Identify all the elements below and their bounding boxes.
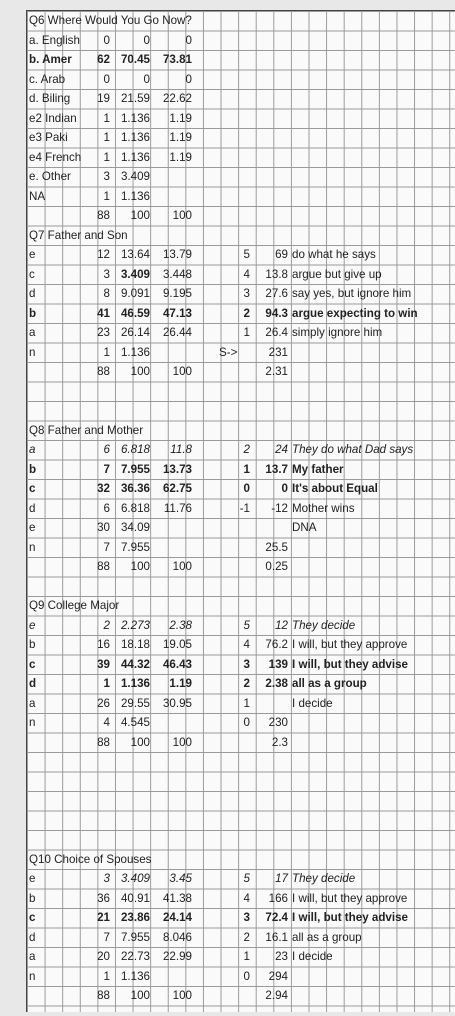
table-row xyxy=(27,674,455,694)
percent-cell: 3.409 xyxy=(120,170,150,183)
score-cell: 1 xyxy=(243,950,250,963)
weighted-cell: 231 xyxy=(268,345,288,359)
weighted-cell: 12 xyxy=(275,618,288,632)
count-cell: 26 xyxy=(97,696,110,710)
table-row xyxy=(27,187,455,207)
table-row xyxy=(27,460,455,480)
row-label: d. Biling xyxy=(29,92,71,105)
score-cell: 0 xyxy=(243,969,250,983)
count-cell: 21 xyxy=(97,911,110,924)
description-cell: I will, but they approve xyxy=(292,638,408,651)
valid-percent-cell: 26.44 xyxy=(162,326,192,339)
count-cell: 36 xyxy=(97,891,110,905)
table-row xyxy=(27,323,455,343)
table-row xyxy=(27,967,455,987)
row-label: b xyxy=(29,638,36,651)
description-cell: argue but give up xyxy=(292,267,382,281)
weighted-cell: 2.31 xyxy=(265,365,288,378)
count-cell: 88 xyxy=(97,209,110,222)
valid-percent-cell: 19.05 xyxy=(162,638,192,651)
weighted-cell: 26.4 xyxy=(265,326,288,339)
count-cell: 16 xyxy=(97,638,110,651)
row-label: d xyxy=(29,930,36,944)
weighted-cell: 25.5 xyxy=(265,540,288,554)
weighted-cell: -12 xyxy=(271,501,288,515)
table-row xyxy=(27,284,455,304)
percent-cell: 13.64 xyxy=(120,248,150,261)
table-row xyxy=(27,440,455,460)
row-label: n xyxy=(29,716,36,729)
valid-percent-cell: 24.14 xyxy=(162,911,192,924)
score-cell: 4 xyxy=(243,267,250,281)
weighted-cell: 13.7 xyxy=(265,462,288,476)
table-row xyxy=(27,265,455,285)
table-row xyxy=(27,109,455,129)
valid-percent-cell: 0 xyxy=(185,33,192,47)
percent-cell: 100 xyxy=(130,209,150,222)
table-row xyxy=(27,304,455,324)
valid-percent-cell: 9.195 xyxy=(162,287,192,300)
count-cell: 88 xyxy=(97,365,110,378)
row-label: a xyxy=(29,696,36,710)
percent-cell: 29.55 xyxy=(120,696,150,710)
row-label: d xyxy=(29,501,36,515)
row-label: c xyxy=(29,482,36,495)
count-cell: 1 xyxy=(103,677,110,690)
percent-cell: 7.955 xyxy=(120,930,150,944)
score-cell: 2 xyxy=(243,930,250,944)
table-row xyxy=(27,167,455,187)
percent-cell: 7.955 xyxy=(120,462,150,476)
valid-percent-cell: 100 xyxy=(172,209,192,222)
percent-cell: 0 xyxy=(143,72,150,86)
weighted-cell: 94.3 xyxy=(265,306,288,320)
row-label: c. Arab xyxy=(29,72,66,86)
valid-percent-cell: 47.13 xyxy=(162,306,192,320)
description-cell: I will, but they advise xyxy=(292,911,408,924)
table-row xyxy=(27,694,455,714)
row-label: b xyxy=(29,306,37,320)
row-label: NA xyxy=(29,189,46,203)
valid-percent-cell: 13.73 xyxy=(162,462,192,476)
percent-cell: 4.545 xyxy=(120,716,150,729)
section-title xyxy=(27,226,455,246)
description-cell: simply ignore him xyxy=(292,326,383,339)
valid-percent-cell: 1.19 xyxy=(169,677,192,690)
valid-percent-cell: 22.99 xyxy=(162,950,192,963)
valid-percent-cell: 100 xyxy=(172,560,192,573)
score-cell: 2 xyxy=(243,306,250,320)
valid-percent-cell: 100 xyxy=(172,735,192,749)
weighted-cell: 24 xyxy=(275,443,288,456)
percent-cell: 1.136 xyxy=(120,111,150,125)
section-title xyxy=(27,11,455,31)
description-cell: It's about Equal xyxy=(292,482,378,495)
table-row xyxy=(27,479,455,499)
score-cell: 0 xyxy=(243,482,250,495)
description-cell: They decide xyxy=(292,618,356,632)
table-row xyxy=(27,206,455,226)
row-label: d xyxy=(29,287,36,300)
description-cell: argue expecting to win xyxy=(292,306,418,320)
count-cell: 6 xyxy=(103,443,110,456)
count-cell: 32 xyxy=(97,482,110,495)
row-label: c xyxy=(29,657,36,671)
valid-percent-cell: 3.448 xyxy=(162,267,192,281)
row-label: a xyxy=(29,443,36,456)
percent-cell: 1.136 xyxy=(120,677,150,690)
count-cell: 7 xyxy=(103,540,110,554)
arrow-label: S-> xyxy=(219,345,238,359)
description-cell: My father xyxy=(292,462,344,476)
row-label: b xyxy=(29,462,37,476)
valid-percent-cell: 62.75 xyxy=(162,482,192,495)
row-label: e xyxy=(29,872,36,885)
percent-cell: 18.18 xyxy=(120,638,150,651)
percent-cell: 21.59 xyxy=(120,92,150,105)
row-label: e xyxy=(29,248,36,261)
row-label: e2 Indian xyxy=(29,111,77,125)
table-row xyxy=(27,70,455,90)
weighted-cell: 0 xyxy=(281,482,288,495)
valid-percent-cell: 41.38 xyxy=(162,891,192,905)
row-label: a xyxy=(29,950,36,963)
valid-percent-cell: 100 xyxy=(172,989,192,1002)
table-row xyxy=(27,31,455,51)
score-cell: 1 xyxy=(243,326,250,339)
score-cell: 2 xyxy=(243,677,250,690)
table-row xyxy=(27,245,455,265)
score-cell: 1 xyxy=(243,462,250,476)
row-label: e xyxy=(29,521,36,534)
count-cell: 39 xyxy=(97,657,110,671)
count-cell: 1 xyxy=(103,189,110,203)
row-label: c xyxy=(29,267,35,281)
table-row xyxy=(27,869,455,889)
weighted-cell: 76.2 xyxy=(265,638,288,651)
valid-percent-cell: 0 xyxy=(185,72,192,86)
weighted-cell: 230 xyxy=(268,716,288,729)
valid-percent-cell: 73.81 xyxy=(162,53,192,66)
table-row xyxy=(27,343,455,363)
percent-cell: 7.955 xyxy=(120,540,150,554)
percent-cell: 1.136 xyxy=(120,189,150,203)
section-title-text: Q9 College Major xyxy=(29,599,120,612)
percent-cell: 70.45 xyxy=(120,53,150,66)
description-cell: DNA xyxy=(292,521,317,534)
score-cell: 4 xyxy=(243,891,250,905)
percent-cell: 40.91 xyxy=(120,891,150,905)
weighted-cell: 2.94 xyxy=(265,989,288,1002)
score-cell: 5 xyxy=(243,618,250,632)
valid-percent-cell: 2.38 xyxy=(169,618,192,632)
valid-percent-cell: 22.62 xyxy=(162,92,192,105)
count-cell: 7 xyxy=(103,462,110,476)
description-cell: say yes, but ignore him xyxy=(292,287,412,300)
table-row xyxy=(27,928,455,948)
table-row xyxy=(27,713,455,733)
table-row xyxy=(27,557,455,577)
count-cell: 41 xyxy=(97,306,110,320)
count-cell: 20 xyxy=(97,950,110,963)
description-cell: I will, but they approve xyxy=(292,891,408,905)
valid-percent-cell: 46.43 xyxy=(162,657,192,671)
count-cell: 23 xyxy=(97,326,110,339)
table-row xyxy=(27,362,455,382)
count-cell: 3 xyxy=(103,170,110,183)
section-title xyxy=(27,421,455,441)
table-row xyxy=(27,947,455,967)
score-cell: 3 xyxy=(243,287,250,300)
weighted-cell: 2.3 xyxy=(271,735,288,749)
table-row xyxy=(27,128,455,148)
section-title-text: Q6 Where Would You Go Now? xyxy=(29,14,192,27)
count-cell: 0 xyxy=(103,33,110,47)
section-title-text: Q8 Father and Mother xyxy=(29,423,144,437)
description-cell: I decide xyxy=(292,696,333,710)
weighted-cell: 72.4 xyxy=(265,911,288,924)
count-cell: 4 xyxy=(103,716,110,729)
count-cell: 7 xyxy=(103,930,110,944)
count-cell: 12 xyxy=(97,248,110,261)
valid-percent-cell: 3.45 xyxy=(169,872,192,885)
weighted-cell: 166 xyxy=(268,891,288,905)
valid-percent-cell: 30.95 xyxy=(162,696,192,710)
percent-cell: 36.36 xyxy=(120,482,150,495)
row-label: a. English xyxy=(29,33,80,47)
weighted-cell: 2.38 xyxy=(265,677,288,690)
percent-cell: 1.136 xyxy=(120,131,150,144)
row-label: e xyxy=(29,618,36,632)
percent-cell: 6.818 xyxy=(120,443,150,456)
count-cell: 1 xyxy=(103,111,110,125)
weighted-cell: 69 xyxy=(275,248,288,261)
percent-cell: 44.32 xyxy=(120,657,150,671)
count-cell: 88 xyxy=(97,560,110,573)
percent-cell: 6.818 xyxy=(120,501,150,515)
score-cell: 0 xyxy=(243,716,250,729)
row-label: n xyxy=(29,345,36,359)
score-cell: 1 xyxy=(243,696,250,710)
weighted-cell: 294 xyxy=(268,969,288,983)
description-cell: They decide xyxy=(292,872,356,885)
score-cell: -1 xyxy=(239,501,250,515)
section-title xyxy=(27,850,455,870)
weighted-cell: 13.8 xyxy=(265,267,288,281)
table-row xyxy=(27,908,455,928)
percent-cell: 22.73 xyxy=(120,950,150,963)
score-cell: 3 xyxy=(243,657,250,671)
percent-cell: 9.091 xyxy=(120,287,150,300)
row-label: d xyxy=(29,677,37,690)
count-cell: 3 xyxy=(103,267,110,281)
table-row xyxy=(27,518,455,538)
count-cell: 6 xyxy=(103,501,110,515)
weighted-cell: 139 xyxy=(268,657,288,671)
table-row xyxy=(27,89,455,109)
row-label: n xyxy=(29,969,36,983)
percent-cell: 100 xyxy=(130,365,150,378)
section-title-text: Q10 Choice of Spouses xyxy=(29,852,152,866)
valid-percent-cell: 1.19 xyxy=(169,131,192,144)
count-cell: 1 xyxy=(103,150,110,164)
valid-percent-cell: 11.8 xyxy=(170,443,192,456)
score-cell: 2 xyxy=(243,443,250,456)
spreadsheet-grid xyxy=(26,10,455,1012)
row-label: e4 French xyxy=(29,150,82,164)
percent-cell: 34.09 xyxy=(120,521,150,534)
count-cell: 1 xyxy=(103,345,110,359)
score-cell: 5 xyxy=(243,248,250,261)
weighted-cell: 16.1 xyxy=(265,930,288,944)
description-cell: do what he says xyxy=(292,248,376,261)
section-title-text: Q7 Father and Son xyxy=(29,228,128,242)
weighted-cell: 0.25 xyxy=(265,560,288,573)
weighted-cell: 27.6 xyxy=(265,287,288,300)
percent-cell: 100 xyxy=(130,989,150,1002)
valid-percent-cell: 1.19 xyxy=(169,111,192,125)
count-cell: 1 xyxy=(103,131,110,144)
table-row xyxy=(27,889,455,909)
description-cell: Mother wins xyxy=(292,501,355,515)
valid-percent-cell: 13.79 xyxy=(162,248,192,261)
count-cell: 8 xyxy=(103,287,110,300)
percent-cell: 0 xyxy=(143,33,150,47)
count-cell: 88 xyxy=(97,735,110,749)
table-row xyxy=(27,148,455,168)
table-row xyxy=(27,616,455,636)
row-label: e. Other xyxy=(29,170,71,183)
count-cell: 1 xyxy=(103,969,110,983)
valid-percent-cell: 8.046 xyxy=(162,930,192,944)
table-row xyxy=(27,499,455,519)
count-cell: 62 xyxy=(97,53,110,66)
percent-cell: 2.273 xyxy=(120,618,150,632)
section-title xyxy=(27,596,455,616)
percent-cell: 100 xyxy=(130,735,150,749)
percent-cell: 1.136 xyxy=(120,345,150,359)
percent-cell: 100 xyxy=(130,560,150,573)
percent-cell: 3.409 xyxy=(120,267,150,281)
table-row xyxy=(27,655,455,675)
row-label: a xyxy=(29,326,36,339)
count-cell: 0 xyxy=(103,72,110,86)
valid-percent-cell: 1.19 xyxy=(169,150,192,164)
score-cell: 3 xyxy=(243,911,250,924)
count-cell: 2 xyxy=(103,618,110,632)
count-cell: 88 xyxy=(97,989,110,1002)
valid-percent-cell: 11.76 xyxy=(163,501,192,515)
count-cell: 3 xyxy=(103,872,110,885)
percent-cell: 1.136 xyxy=(120,150,150,164)
count-cell: 30 xyxy=(97,521,110,534)
table-row xyxy=(27,538,455,558)
row-label: e3 Paki xyxy=(29,131,68,144)
percent-cell: 3.409 xyxy=(120,872,150,885)
score-cell: 5 xyxy=(243,872,250,885)
description-cell: I will, but they advise xyxy=(292,657,408,671)
description-cell: all as a group xyxy=(292,930,362,944)
table-row xyxy=(27,986,455,1006)
table-row xyxy=(27,733,455,753)
percent-cell: 46.59 xyxy=(120,306,150,320)
valid-percent-cell: 100 xyxy=(172,365,192,378)
table-row xyxy=(27,635,455,655)
row-label: b xyxy=(29,891,36,905)
table-row xyxy=(27,50,455,70)
row-label: b. Amer xyxy=(29,53,72,66)
percent-cell: 26.14 xyxy=(120,326,150,339)
description-cell: all as a group xyxy=(292,677,367,690)
weighted-cell: 23 xyxy=(275,950,288,963)
row-label: c xyxy=(29,911,36,924)
weighted-cell: 17 xyxy=(275,872,288,885)
description-cell: I decide xyxy=(292,950,333,963)
row-label: n xyxy=(29,540,36,554)
score-cell: 4 xyxy=(243,638,250,651)
percent-cell: 1.136 xyxy=(120,969,150,983)
description-cell: They do what Dad says xyxy=(292,443,414,456)
percent-cell: 23.86 xyxy=(120,911,150,924)
count-cell: 19 xyxy=(97,92,110,105)
